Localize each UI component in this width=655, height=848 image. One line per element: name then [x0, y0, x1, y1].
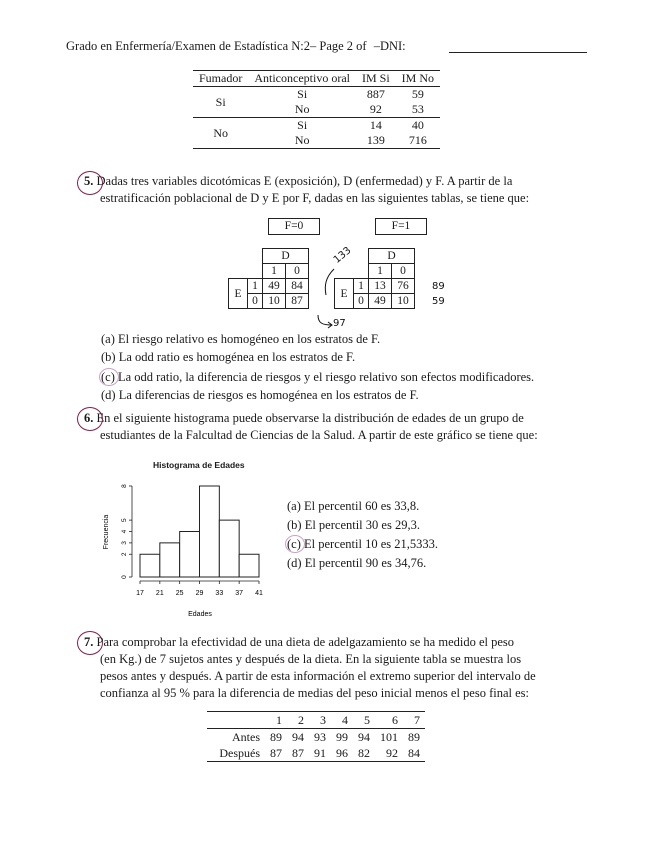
histogram-bar — [160, 543, 180, 577]
cell-d: 87 — [286, 294, 309, 309]
row-1: 1 — [354, 279, 369, 294]
cell: 101 — [380, 730, 398, 744]
x-tick-label: 21 — [155, 590, 164, 597]
x-tick-label: 25 — [175, 590, 184, 597]
y-tick-label: 4 — [121, 529, 128, 534]
cell: 93 — [314, 730, 326, 744]
f0-table — [228, 248, 309, 309]
x-tick-label: 33 — [215, 590, 224, 597]
row-0: 0 — [354, 294, 369, 309]
q7-text — [84, 634, 514, 651]
cell: 94 — [292, 730, 304, 744]
q6-option-d[interactable]: (d) El percentil 90 es 34,76. — [287, 556, 427, 570]
row-label-antes: Antes — [232, 730, 260, 744]
hand-note-59: 59 — [432, 296, 445, 307]
cell-anticonceptivo: Si — [297, 87, 308, 101]
dni-line — [449, 52, 587, 53]
col-0: 0 — [392, 264, 415, 279]
q7-line1: Para comprobar la efectividad de una dieta de adelgazamiento se ha medido el peso — [96, 635, 515, 649]
cell: 91 — [309, 745, 331, 762]
e-header: E — [335, 279, 354, 309]
table-row — [193, 87, 440, 103]
q6-option-a[interactable]: (a) El percentil 60 es 33,8. — [287, 499, 420, 513]
cell-anticonceptivo: Si — [248, 118, 356, 134]
cell: 87 — [287, 745, 309, 762]
chart-title: Histograma de Edades — [153, 460, 245, 470]
x-tick-label: 41 — [255, 590, 263, 597]
cell-im-si: 14 — [356, 118, 396, 134]
cell: 84 — [403, 745, 425, 762]
q6-line1: En el siguiente histograma puede observarse la distribución de edades de un grupo de — [96, 411, 524, 425]
y-tick-label: 3 — [121, 541, 128, 545]
q5-option-c[interactable]: (c) La odd ratio, la diferencia de riesgos y el riesgo relativo son efectos modificadores. — [101, 370, 535, 384]
cell-im-no: 53 — [411, 102, 424, 116]
q6-text — [84, 410, 524, 427]
cell: 87 — [265, 745, 287, 762]
cell-im-no: 59 — [411, 87, 424, 101]
x-axis-label: Edades — [188, 611, 212, 618]
cell-b: 76 — [392, 279, 415, 294]
histogram-bar — [219, 520, 239, 577]
q5-text — [84, 173, 512, 190]
table-row — [207, 729, 425, 746]
q5-option-d[interactable]: (d) La diferencias de riesgos es homogénea en los estratos de F. — [101, 388, 419, 402]
x-tick-label: 17 — [136, 590, 144, 597]
col-header: 2 — [287, 712, 309, 729]
cell-b: 84 — [286, 279, 309, 294]
table-row — [193, 118, 440, 134]
cell: 89 — [408, 730, 420, 744]
q6-number: 6. — [84, 411, 94, 425]
cell: 89 — [270, 730, 282, 744]
col-header: 5 — [353, 712, 375, 729]
cell: 82 — [353, 745, 375, 762]
y-tick-label: 0 — [121, 575, 128, 579]
smoking-table — [193, 70, 440, 149]
hand-note-97: 97 — [333, 318, 346, 329]
hand-note-89: 89 — [432, 281, 445, 292]
histogram-chart — [95, 475, 275, 625]
table-header-row — [207, 712, 425, 729]
q6-line2: estudiantes de la Falcultad de Ciencias de la Salud. A partir de este gráfico se tiene que: — [100, 428, 538, 442]
th-im-si: IM Si — [356, 71, 396, 87]
f1-label: F=1 — [375, 218, 427, 235]
q7-line2: (en Kg.) de 7 sujetos antes y después de la dieta. En la siguiente tabla se muestra los — [100, 652, 522, 666]
table-row — [207, 745, 425, 762]
histogram-bar — [239, 554, 259, 577]
weights-table — [207, 711, 425, 762]
cell-im-si: 887 — [366, 87, 385, 101]
y-tick-label: 5 — [121, 518, 128, 522]
cell-anticonceptivo: No — [294, 102, 310, 116]
q5-line2: estratificación poblacional de D y E por F, dadas en las siguientes tablas, se tiene que: — [100, 191, 530, 205]
q7-line3: pesos antes y después. A partir de esta información el extremo superior del intervalo de — [100, 669, 536, 683]
x-tick-label: 29 — [195, 590, 204, 597]
cell-fumador: No — [193, 118, 248, 149]
cell-im-si: 92 — [369, 102, 382, 116]
row-1: 1 — [248, 279, 263, 294]
f0-label: F=0 — [268, 218, 320, 235]
histogram-bar — [140, 554, 160, 577]
hand-note-133: 133 — [331, 245, 354, 266]
cell: 96 — [331, 745, 353, 762]
cell-anticonceptivo: No — [248, 133, 356, 149]
cell: 99 — [336, 730, 348, 744]
col-header: 6 — [375, 712, 403, 729]
th-im-no: IM No — [396, 71, 440, 87]
q5-option-b[interactable]: (b) La odd ratio es homogénea en los estratos de F. — [101, 350, 356, 364]
y-tick-label: 2 — [121, 552, 128, 557]
cell-a: 49 — [263, 279, 286, 294]
th-anticonceptivo: Anticonceptivo oral — [248, 71, 356, 87]
col-1: 1 — [369, 264, 392, 279]
cell-c: 49 — [369, 294, 392, 309]
y-tick-label: 8 — [121, 484, 128, 488]
row-0: 0 — [248, 294, 263, 309]
q7-line4: confianza al 95 % para la diferencia de medias del peso inicial menos el peso final es: — [100, 686, 529, 700]
cell-im-si: 139 — [356, 133, 396, 149]
cell: 94 — [358, 730, 370, 744]
col-0: 0 — [286, 264, 309, 279]
cell-fumador: Si — [215, 94, 226, 109]
d-header: D — [369, 249, 415, 264]
page-header — [66, 39, 406, 54]
row-label-despues: Después — [207, 745, 265, 762]
e-header: E — [229, 279, 248, 309]
y-axis-label: Frecuencia — [103, 514, 110, 550]
q6-option-c[interactable]: (c) El percentil 10 es 21,5333. — [287, 537, 438, 551]
cell: 92 — [375, 745, 403, 762]
header-title: Grado en Enfermería/Examen de Estadística N:2– Page 2 of — [66, 39, 367, 53]
d-header: D — [263, 249, 309, 264]
col-header: 4 — [331, 712, 353, 729]
q5-line1: Dadas tres variables dicotómicas E (exposición), D (enfermedad) y F. A partir de la — [96, 174, 513, 188]
dni-label: –DNI: — [373, 39, 406, 53]
q5-number: 5. — [84, 174, 94, 188]
col-header: 3 — [309, 712, 331, 729]
col-header: 1 — [265, 712, 287, 729]
cell-c: 10 — [263, 294, 286, 309]
q7-number: 7. — [84, 635, 94, 649]
col-1: 1 — [263, 264, 286, 279]
cell-im-no: 40 — [396, 118, 440, 134]
histogram-bar — [180, 532, 200, 578]
histogram-bar — [200, 486, 220, 577]
cell-a: 13 — [369, 279, 392, 294]
th-fumador: Fumador — [193, 71, 248, 87]
q6-option-b[interactable]: (b) El percentil 30 es 29,3. — [287, 518, 420, 532]
col-header: 7 — [403, 712, 425, 729]
cell-d: 10 — [392, 294, 415, 309]
q5-option-a[interactable]: (a) El riesgo relativo es homogéneo en los estratos de F. — [101, 332, 381, 346]
cell-im-no: 716 — [396, 133, 440, 149]
x-tick-label: 37 — [235, 590, 244, 597]
